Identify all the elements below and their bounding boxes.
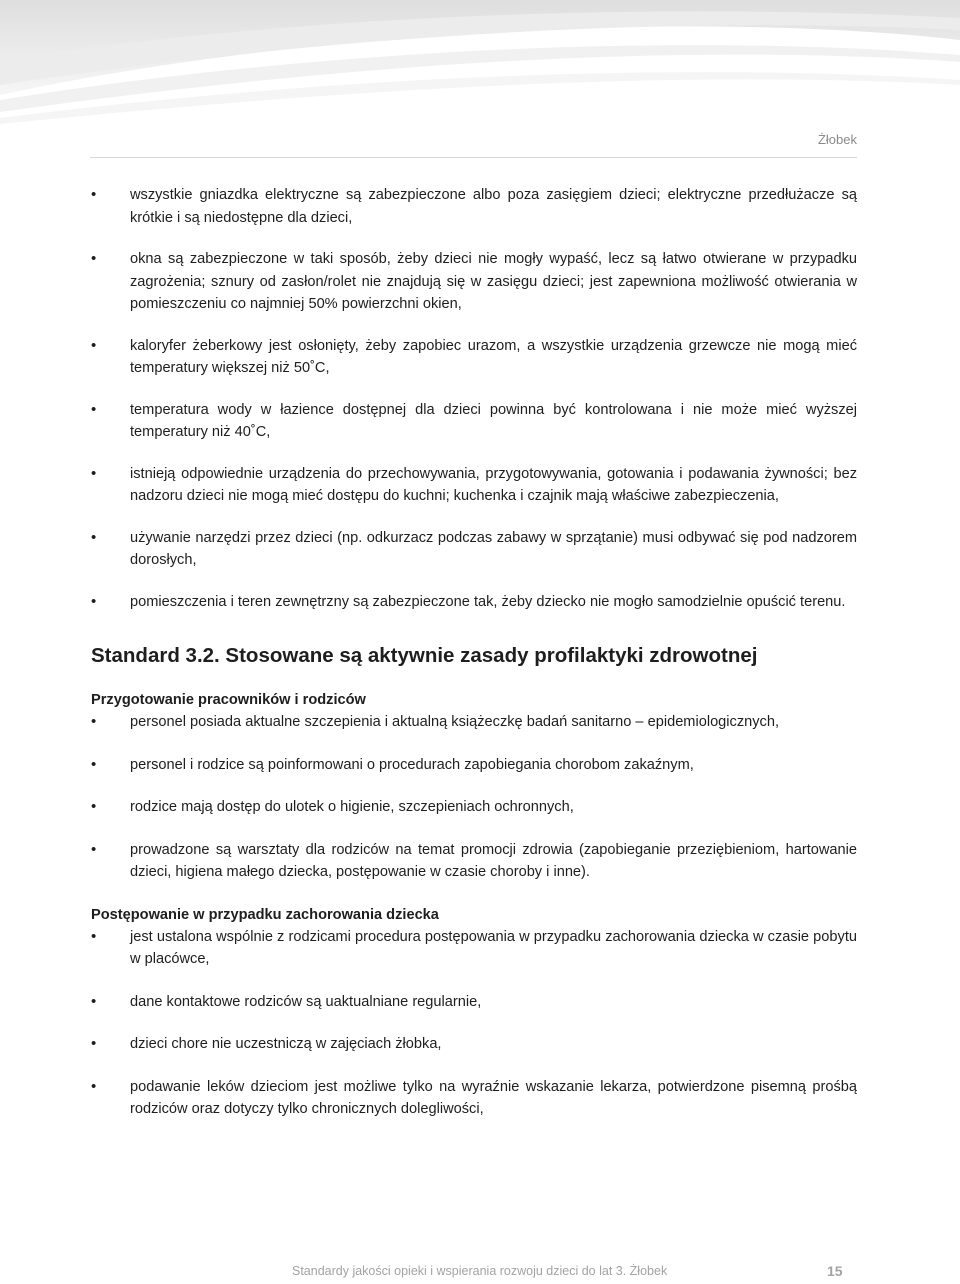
running-header-title: Żłobek xyxy=(817,132,857,147)
footer-publication-title: Standardy jakości opieki i wspierania rozwoju dzieci do lat 3. Żłobek xyxy=(292,1264,668,1278)
list-item: • pomieszczenia i teren zewnętrzny są zabezpieczone tak, żeby dziecko nie mogło samodzielnie opuścić terenu. xyxy=(91,591,857,614)
list-item: • jest ustalona wspólnie z rodzicami procedura postępowania w przypadku zachorowania dziecka w czasie pobytu w placówce, xyxy=(91,926,857,971)
list-item: • temperatura wody w łazience dostępnej dla dzieci powinna być kontrolowana i nie może mieć wyższej temperatury niż 40˚C, xyxy=(91,399,857,444)
list-item: • wszystkie gniazdka elektryczne są zabezpieczone albo poza zasięgiem dzieci; elektryczne przedłużacze są krótkie i są niedostępne dla dzieci, xyxy=(91,184,857,229)
page-content xyxy=(91,184,857,1141)
subsection-heading-staff-parents: Przygotowanie pracowników i rodziców xyxy=(91,692,366,708)
list-item: • personel posiada aktualne szczepienia i aktualną książeczkę badań sanitarno – epidemiologicznych, xyxy=(91,711,857,734)
list-item: • rodzice mają dostęp do ulotek o higienie, szczepieniach ochronnych, xyxy=(91,796,857,819)
header-divider xyxy=(90,157,857,158)
list-item: • używanie narzędzi przez dzieci (np. odkurzacz podczas zabawy w sprzątanie) musi odbywać się pod nadzorem dorosłych, xyxy=(91,527,857,572)
child-illness-bullet-list xyxy=(91,926,857,1121)
list-item: • dane kontaktowe rodziców są uaktualniane regularnie, xyxy=(91,991,857,1014)
top-bullet-list xyxy=(91,184,857,613)
list-item: • istnieją odpowiednie urządzenia do przechowywania, przygotowywania, gotowania i podawania żywności; bez nadzoru dzieci nie mogą mieć dostępu do kuchni; kuchenka i czajnik mają właściwe zabezpieczenia, xyxy=(91,463,857,508)
list-item: • dzieci chore nie uczestniczą w zajęciach żłobka, xyxy=(91,1033,857,1056)
page-number: 15 xyxy=(827,1263,843,1279)
list-item: • personel i rodzice są poinformowani o procedurach zapobiegania chorobom zakaźnym, xyxy=(91,754,857,777)
subsection-heading-child-illness: Postępowanie w przypadku zachorowania dziecka xyxy=(91,906,439,923)
list-item: • okna są zabezpieczone w taki sposób, żeby dzieci nie mogły wypaść, lecz są łatwo otwierane w przypadku zagrożenia; sznury od zasłon/rolet nie znajdują się w zasięgu dzieci; jest zapewniona możliwość otwierania w pomieszczeniu co najmniej 50% powierzchni okien, xyxy=(91,248,857,316)
list-item: • kaloryfer żeberkowy jest osłonięty, żeby zapobiec urazom, a wszystkie urządzenia grzewcze nie mogą mieć temperatury większej niż 50˚C, xyxy=(91,335,857,380)
staff-parents-bullet-list xyxy=(91,711,857,884)
list-item: • prowadzone są warsztaty dla rodziców na temat promocji zdrowia (zapobieganie przeziębieniom, hartowanie dzieci, higiena małego dziecka, postępowanie w czasie choroby i inne). xyxy=(91,839,857,884)
standard-heading: Standard 3.2. Stosowane są aktywnie zasady profilaktyki zdrowotnej xyxy=(91,644,758,667)
header-swoosh-decoration xyxy=(0,0,960,130)
list-item: • podawanie leków dzieciom jest możliwe tylko na wyraźnie wskazanie lekarza, potwierdzone pisemną prośbą rodziców oraz dotyczy tylko chronicznych dolegliwości, xyxy=(91,1076,857,1121)
